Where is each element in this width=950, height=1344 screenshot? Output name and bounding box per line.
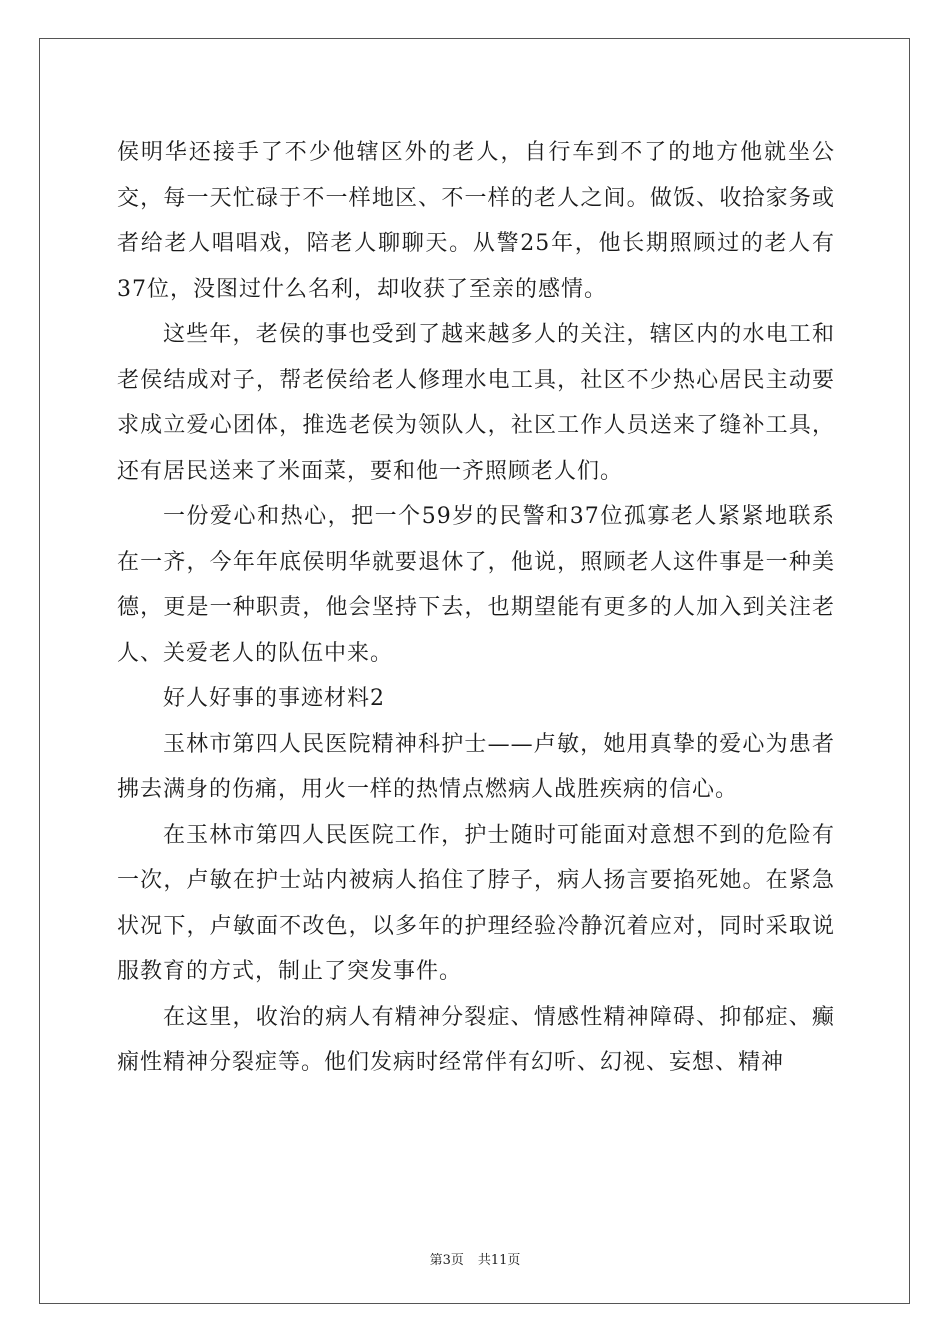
paragraph: 在玉林市第四人民医院工作，护士随时可能面对意想不到的危险有一次，卢敏在护士站内被病人掐住了脖子，病人扬言要掐死她。在紧急状况下，卢敏面不改色，以多年的护理经验冷静沉着应对，同时采取说服教育的方式，制止了突发事件。 bbox=[117, 822, 835, 984]
paragraph: 在这里，收治的病人有精神分裂症、情感性精神障碍、抑郁症、癫痫性精神分裂症等。他们发病时经常伴有幻听、幻视、妄想、精神 bbox=[117, 1004, 835, 1075]
paragraph: 一份爱心和热心，把一个59岁的民警和37位孤寡老人紧紧地联系在一齐，今年年底侯明华就要退休了，他说，照顾老人这件事是一种美德，更是一种职责，他会坚持下去，也期望能有更多的人加入到关注老人、关爱老人的队伍中来。 bbox=[117, 504, 835, 666]
paragraph: 玉林市第四人民医院精神科护士——卢敏，她用真挚的爱心为患者拂去满身的伤痛，用火一样的热情点燃病人战胜疾病的信心。 bbox=[117, 731, 835, 802]
paragraph: 这些年，老侯的事也受到了越来越多人的关注，辖区内的水电工和老侯结成对子，帮老侯给老人修理水电工具，社区不少热心居民主动要求成立爱心团体，推选老侯为领队人，社区工作人员送来了缝补工具，还有居民送来了米面菜，要和他一齐照顾老人们。 bbox=[117, 322, 835, 484]
page-total: 共11页 bbox=[477, 1253, 521, 1268]
section-heading: 好人好事的事迹材料2 bbox=[163, 686, 385, 711]
document-body bbox=[117, 130, 835, 1086]
paragraph: 侯明华还接手了不少他辖区外的老人，自行车到不了的地方他就坐公交，每一天忙碌于不一样地区、不一样的老人之间。做饭、收拾家务或者给老人唱唱戏，陪老人聊聊天。从警25年，他长期照顾过的老人有37位，没图过什么名利，却收获了至亲的感情。 bbox=[117, 140, 835, 302]
page-footer bbox=[0, 1249, 950, 1268]
page-number: 第3页 bbox=[429, 1253, 464, 1268]
